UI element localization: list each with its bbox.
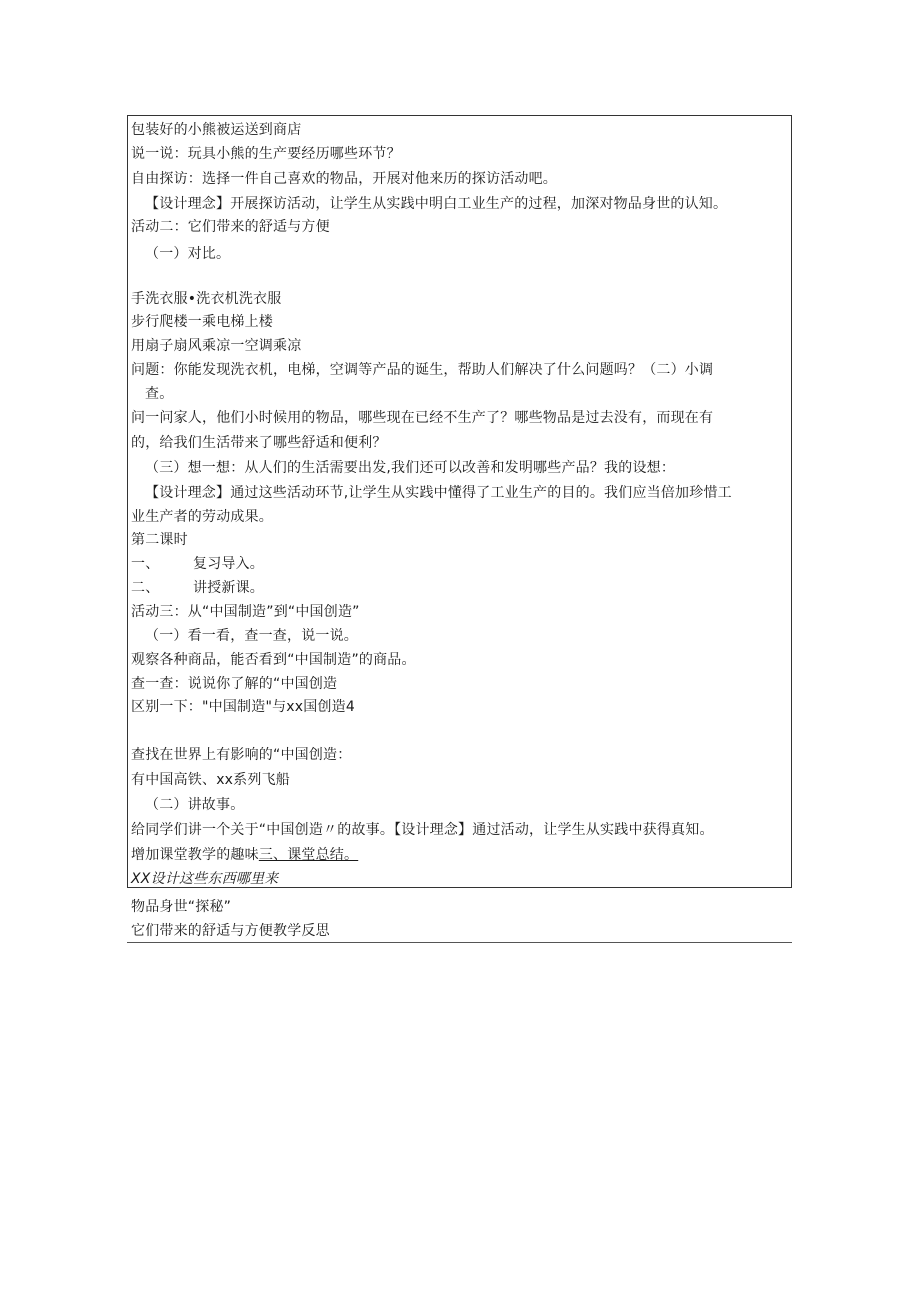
text-line: 包装好的小熊被运送到商店 bbox=[131, 122, 302, 138]
list-item: 讲授新课。 bbox=[193, 580, 264, 596]
text-line bbox=[131, 846, 358, 864]
text-line: 问一问家人，他们小时候用的物品，哪些现在已经不生产了？哪些物品是过去没有，而现在有 bbox=[131, 410, 714, 426]
text-line: 步行爬楼一乘电梯上楼 bbox=[131, 314, 273, 330]
list-number: 二、 bbox=[131, 580, 160, 596]
section-heading: （一）看一看，查一查，说一说。 bbox=[145, 628, 358, 644]
section-heading: （二）讲故事。 bbox=[145, 797, 245, 813]
footer-title: 它们带来的舒适与方便教学反思 bbox=[131, 923, 330, 939]
text-line: 用扇子扇风乘凉一空调乘凉 bbox=[131, 338, 302, 354]
text-line: 观察各种商品，能否看到“中国制造”的商品。 bbox=[131, 652, 416, 668]
text-line: 的，给我们生活带来了哪些舒适和便利？ bbox=[131, 435, 387, 451]
section-heading: （一）对比。 bbox=[145, 246, 231, 262]
text-line: 手洗衣服•洗衣机洗衣服 bbox=[131, 291, 282, 307]
text-line: 查。 bbox=[145, 386, 174, 402]
design-concept-line: 【设计理念】开展探访活动，让学生从实践中明白工业生产的过程，加深对物品身世的认知。 bbox=[145, 196, 728, 212]
text-line: 说一说：玩具小熊的生产要经历哪些环节？ bbox=[131, 146, 401, 162]
text-line: 查找在世界上有影响的“中国创造： bbox=[131, 747, 352, 763]
footer-title: 物品身世“探秘” bbox=[131, 899, 232, 915]
text-line: 有中国高铁、xx系列飞船 bbox=[131, 772, 290, 788]
text-line: 问题：你能发现洗衣机，电梯，空调等产品的诞生，帮助人们解决了什么问题吗？（二）小调 bbox=[131, 362, 714, 378]
list-item: 复习导入。 bbox=[193, 556, 264, 572]
underlined-segment: 三、课堂总结。 bbox=[258, 847, 359, 863]
text-line: 查一查：说说你了解的“中国创造 bbox=[131, 676, 338, 692]
divider bbox=[127, 942, 792, 943]
design-concept-line: 【设计理念】通过这些活动环节,让学生从实践中懂得了工业生产的目的。我们应当倍加珍惜工 bbox=[145, 485, 732, 501]
text-line: 给同学们讲一个关于“中国创造〃的故事。【设计理念】通过活动，让学生从实践中获得真知。 bbox=[131, 822, 714, 838]
text-line: 区别一下："中国制造"与xx国创造4 bbox=[131, 699, 355, 715]
activity-heading: 活动三：从“中国制造”到“中国创造” bbox=[131, 604, 360, 620]
text-line: 自由探访：选择一件自己喜欢的物品，开展对他来历的探访活动吧。 bbox=[131, 171, 557, 187]
text-segment: 增加课堂教学的趣味 bbox=[131, 847, 259, 863]
list-number: 一、 bbox=[131, 556, 160, 572]
text-line: XX设计这些东西哪里来 bbox=[131, 871, 279, 887]
text-line: （三）想一想：从人们的生活需要出发,我们还可以改善和发明哪些产品？我的设想： bbox=[145, 460, 676, 476]
activity-heading: 活动二：它们带来的舒适与方便 bbox=[131, 219, 330, 235]
lesson-heading: 第二课时 bbox=[131, 532, 188, 548]
text-line: 业生产者的劳动成果。 bbox=[131, 509, 273, 525]
